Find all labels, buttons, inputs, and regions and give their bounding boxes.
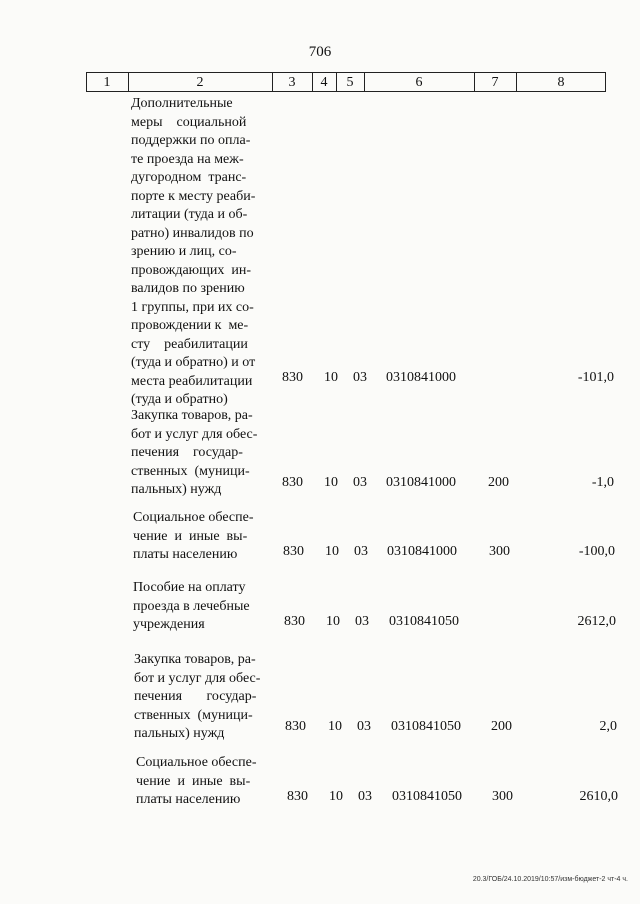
row-name: Закупка товаров, ра- бот и услуг для обес- печения государ- ственных (муници- пальных) нужд — [131, 408, 258, 497]
header-top-border — [86, 72, 606, 73]
row-code-target: 0310841000 — [387, 544, 457, 559]
header-col-1: 1 — [103, 75, 111, 90]
row-amount: -1,0 — [591, 475, 614, 490]
row-code-subsection: 03 — [354, 544, 368, 559]
row-code-target: 0310841000 — [386, 370, 456, 385]
row-code-section: 10 — [324, 475, 338, 490]
header-col-3: 3 — [288, 75, 296, 90]
header-col-7: 7 — [491, 75, 499, 90]
row-name: Социальное обеспе- чение и иные вы- платы населению — [136, 755, 257, 807]
row-code-admin: 830 — [285, 719, 306, 734]
row-code-target: 0310841050 — [392, 789, 462, 804]
row-code-admin: 830 — [282, 475, 303, 490]
row-code-subsection: 03 — [358, 789, 372, 804]
row-code-admin: 830 — [282, 370, 303, 385]
row-code-expense-type: 300 — [492, 789, 513, 804]
row-code-section: 10 — [324, 370, 338, 385]
row-code-subsection: 03 — [353, 475, 367, 490]
row-code-target: 0310841050 — [391, 719, 461, 734]
row-code-expense-type: 200 — [488, 475, 509, 490]
row-amount: 2610,0 — [579, 789, 618, 804]
row-code-subsection: 03 — [353, 370, 367, 385]
row-code-expense-type: 200 — [491, 719, 512, 734]
row-amount: 2612,0 — [577, 614, 616, 629]
header-col-8: 8 — [557, 75, 565, 90]
row-code-section: 10 — [329, 789, 343, 804]
row-code-subsection: 03 — [357, 719, 371, 734]
page-number: 706 — [308, 44, 332, 60]
row-code-section: 10 — [328, 719, 342, 734]
row-amount: -100,0 — [578, 544, 615, 559]
row-code-admin: 830 — [283, 544, 304, 559]
row-name: Закупка товаров, ра- бот и услуг для обес- печения государ- ственных (муници- пальных) нужд — [134, 652, 261, 741]
header-col-5: 5 — [346, 75, 354, 90]
row-name: Социальное обеспе- чение и иные вы- платы населению — [133, 510, 254, 562]
row-code-target: 0310841050 — [389, 614, 459, 629]
header-col-2: 2 — [196, 75, 204, 90]
row-name: Пособие на оплату проезда в лечебные учреждения — [133, 580, 250, 632]
footer-stamp: 20.3/ГОБ/24.10.2019/10:57/изм-бюджет-2 чт-4 ч. — [472, 876, 628, 883]
row-code-subsection: 03 — [355, 614, 369, 629]
row-code-admin: 830 — [284, 614, 305, 629]
header-bottom-border — [86, 91, 606, 92]
row-code-section: 10 — [326, 614, 340, 629]
row-code-expense-type: 300 — [489, 544, 510, 559]
row-code-section: 10 — [325, 544, 339, 559]
row-amount: -101,0 — [577, 370, 614, 385]
header-col-6: 6 — [415, 75, 423, 90]
row-name: Дополнительные меры социальной поддержки по опла- те проезда на меж- дугородном транс- порте к месту реаби- литации (туда и об- ратно) инвалидов по зрению и лиц, со- провождающих ин- валидов по зрению 1 группы, при их со- провождении к ме- сту реабилитации (туда и обратно) и от места реабилитации (туда и обратно) — [131, 96, 256, 407]
row-code-admin: 830 — [287, 789, 308, 804]
row-amount: 2,0 — [599, 719, 617, 734]
header-col-4: 4 — [320, 75, 328, 90]
table-header — [86, 72, 606, 92]
row-code-target: 0310841000 — [386, 475, 456, 490]
